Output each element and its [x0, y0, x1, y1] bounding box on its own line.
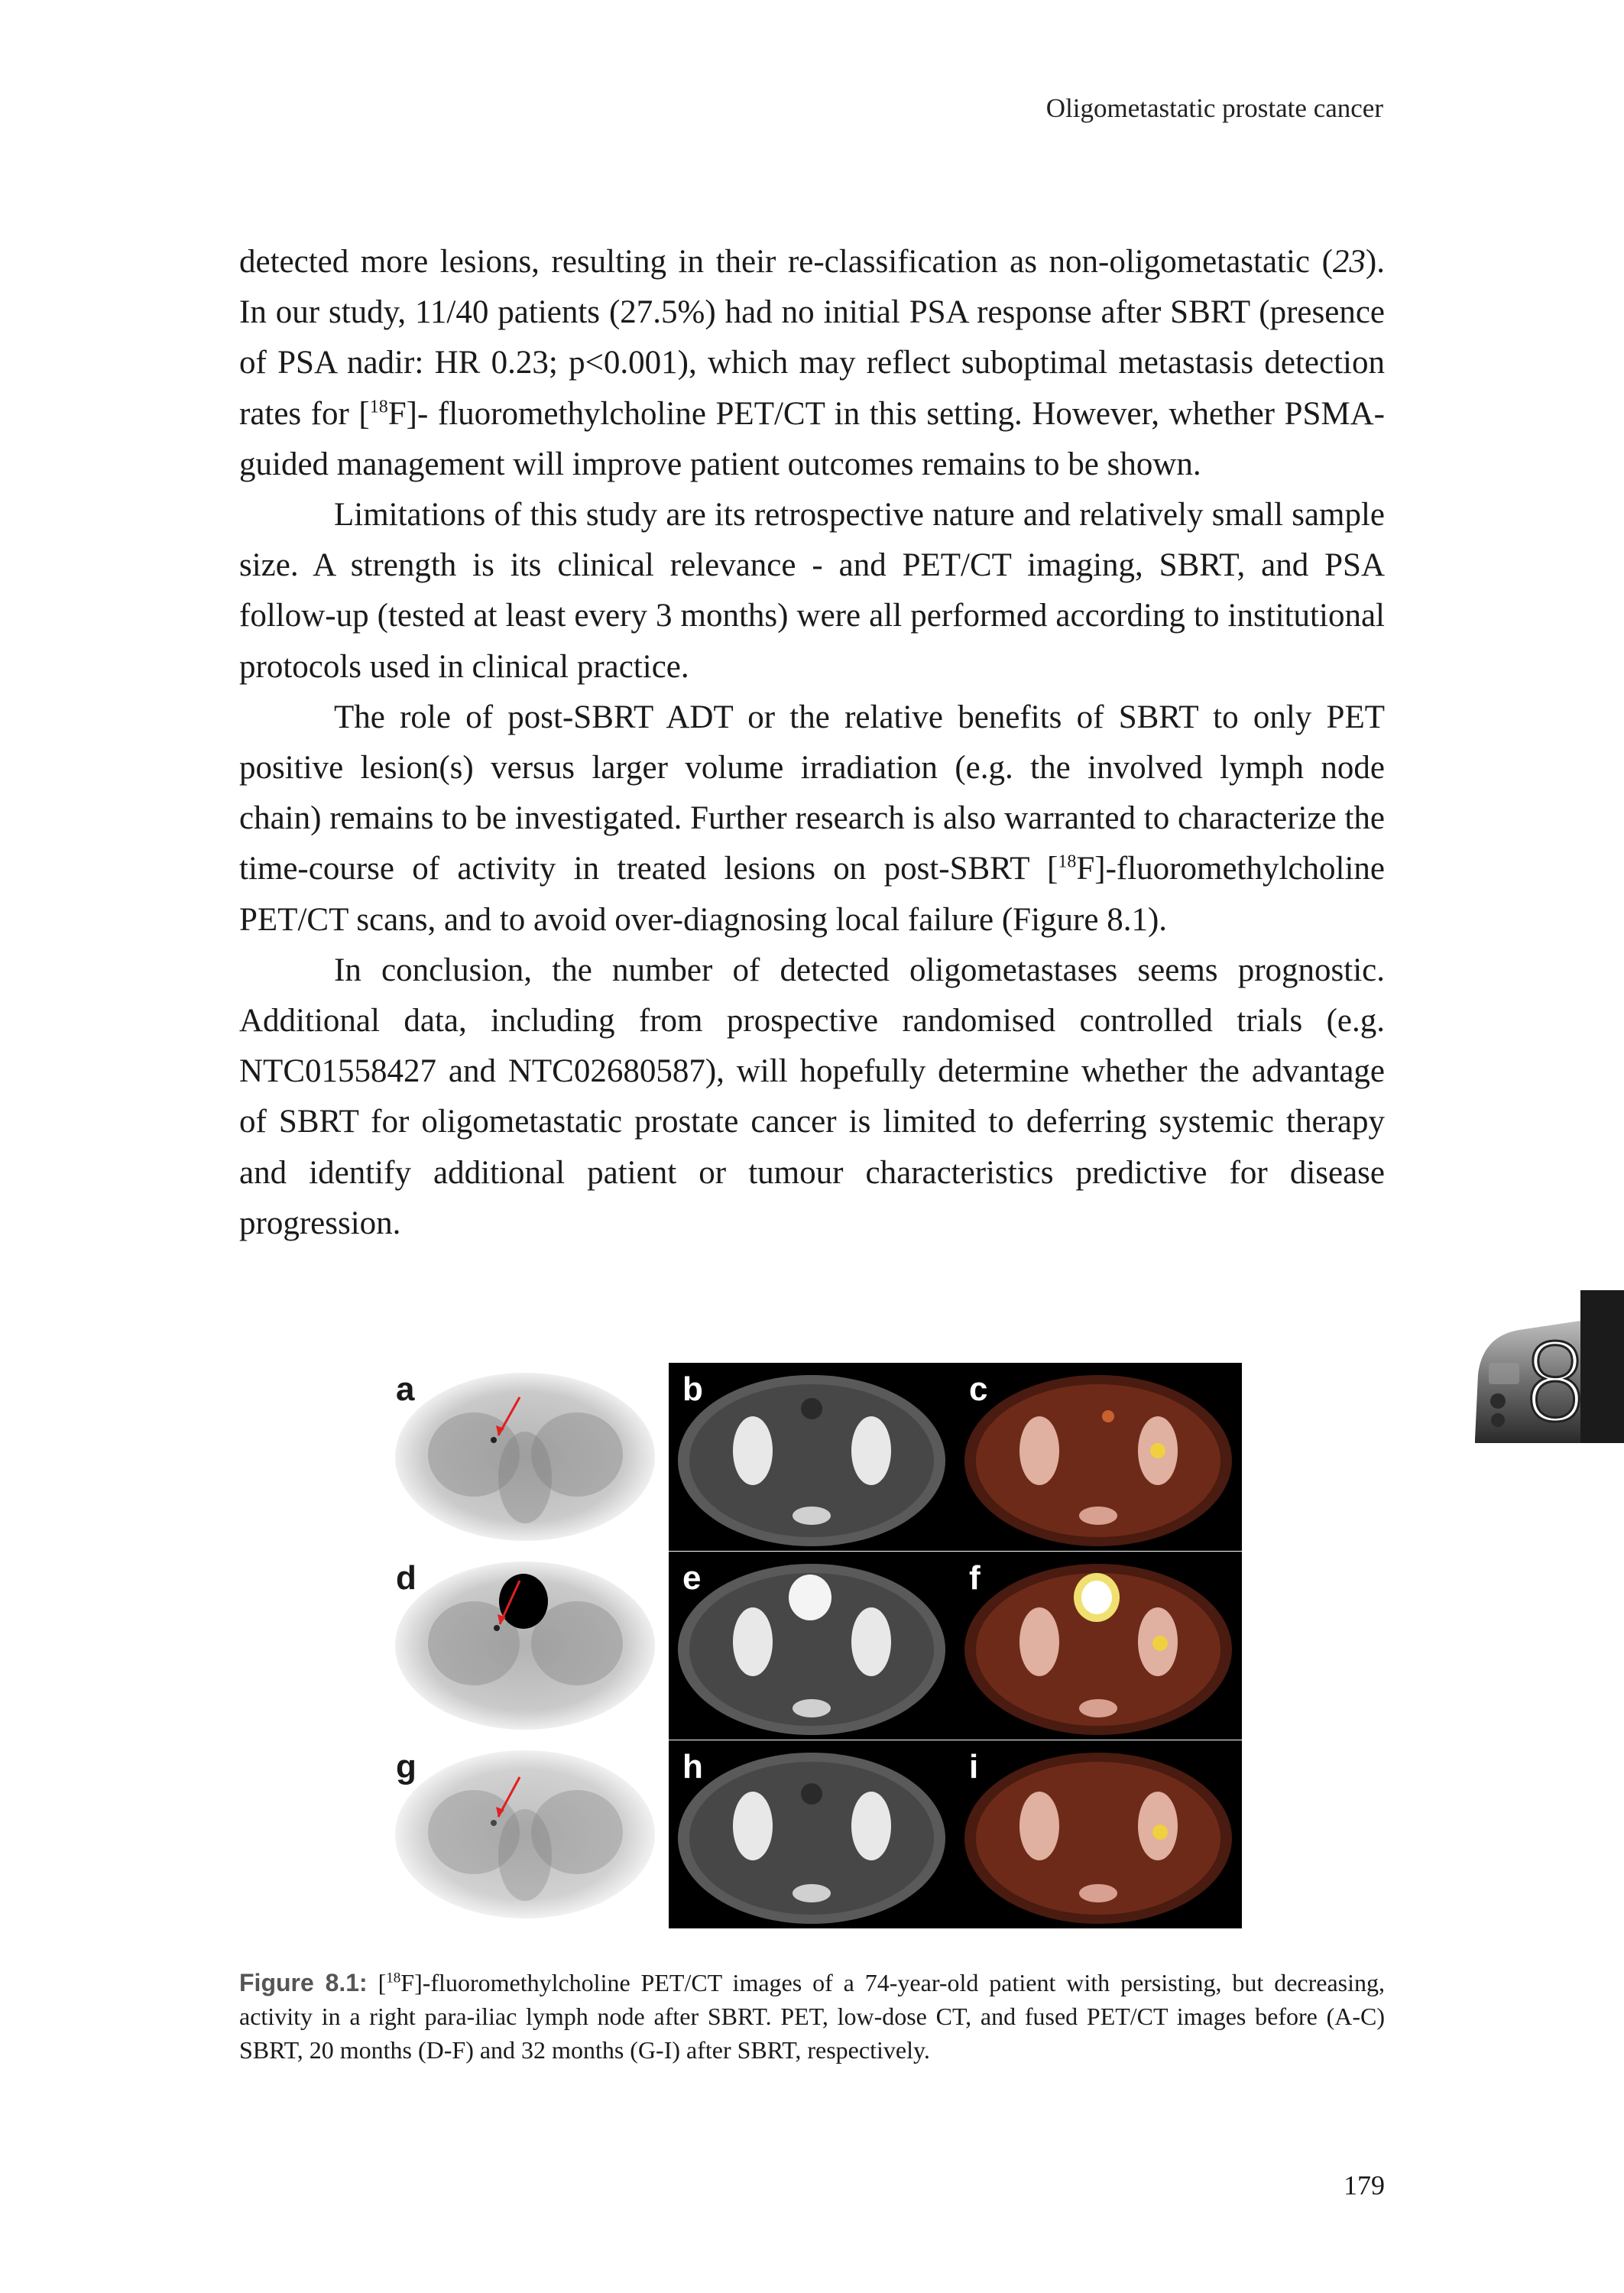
panel-f-fused	[955, 1552, 1242, 1740]
panel-h-ct	[669, 1740, 955, 1928]
running-head: Oligometastatic prostate cancer	[1045, 93, 1383, 123]
panel-b-ct	[669, 1363, 955, 1551]
paragraph-2: Limitations of this study are its retrospective nature and relatively small sample size. A strength is its clinical relevance - and PET/CT imaging, SBRT, and PSA follow-up (tested at least every 3 months) were all performed according to institutional protocols used in clinical practice.	[239, 497, 1385, 685]
chapter-tab	[1473, 1290, 1624, 1443]
panel-label-g: g	[396, 1748, 417, 1785]
panel-label-e: e	[682, 1559, 702, 1597]
panel-label-b: b	[682, 1370, 703, 1408]
panel-c-fused	[955, 1363, 1242, 1551]
paragraph-3: The role of post-SBRT ADT or the relative benefits of SBRT to only PET positive lesion(s) versus larger volume irradiation (e.g. the involved lymph node chain) remains to be investigated. Further research is also warranted to characterize the time-course of activity in treated lesions on post-SBRT [$^{18}$F]-fluoromethylcholine PET/CT scans, and to avoid over-diagnosing local failure (Figure 8.1).	[239, 699, 1385, 938]
figure-8-1	[382, 1363, 1242, 1928]
figure-label: Figure 8.1:	[239, 1969, 368, 1996]
panel-label-f: f	[969, 1559, 981, 1597]
panel-label-i: i	[969, 1748, 979, 1785]
panel-label-h: h	[682, 1748, 703, 1785]
panel-label-c: c	[969, 1370, 988, 1408]
panel-label-a: a	[396, 1370, 415, 1408]
paragraph-1: detected more lesions, resulting in their re-classification as non-oligometastatic (23). In our study, 11/40 patients (27.5%) had no initial PSA response after SBRT (presence of PSA nadir: HR 0.23; p<0.001), which may reflect suboptimal metastasis detection rates for [$^{18}$F]- fluoromethylcholine PET/CT in this setting. However, whether PSMA-guided management will improve patient outcomes remains to be shown.	[239, 244, 1385, 482]
panel-e-ct	[669, 1552, 955, 1740]
panel-label-d: d	[396, 1559, 417, 1597]
panel-g-pet	[382, 1740, 669, 1928]
figure-caption: Figure 8.1: [$^{18}$F]-fluoromethylcholine PET/CT images of a 74-year-old patient with persisting, but decreasing, activity in a right para-iliac lymph node after SBRT. PET, low-dose CT, and fused PET/CT images before (A-C) SBRT, 20 months (D-F) and 32 months (G-I) after SBRT, respectively.	[239, 1969, 1386, 2064]
panel-d-pet	[382, 1552, 669, 1740]
panel-a-pet	[382, 1363, 669, 1551]
page-number: 179	[1344, 2170, 1385, 2201]
chapter-number: 8	[1521, 1322, 1590, 1443]
panel-i-fused	[955, 1740, 1242, 1928]
reference-23: 23	[1332, 244, 1366, 280]
body-text	[239, 237, 1385, 1249]
paragraph-4: In conclusion, the number of detected oligometastases seems prognostic. Additional data, including from prospective randomised controlled trials (e.g. NTC01558427 and NTC02680587), will hopefully determine whether the advantage of SBRT for oligometastatic prostate cancer is limited to deferring systemic therapy and identify additional patient or tumour characteristics predictive for disease progression.	[239, 952, 1385, 1241]
